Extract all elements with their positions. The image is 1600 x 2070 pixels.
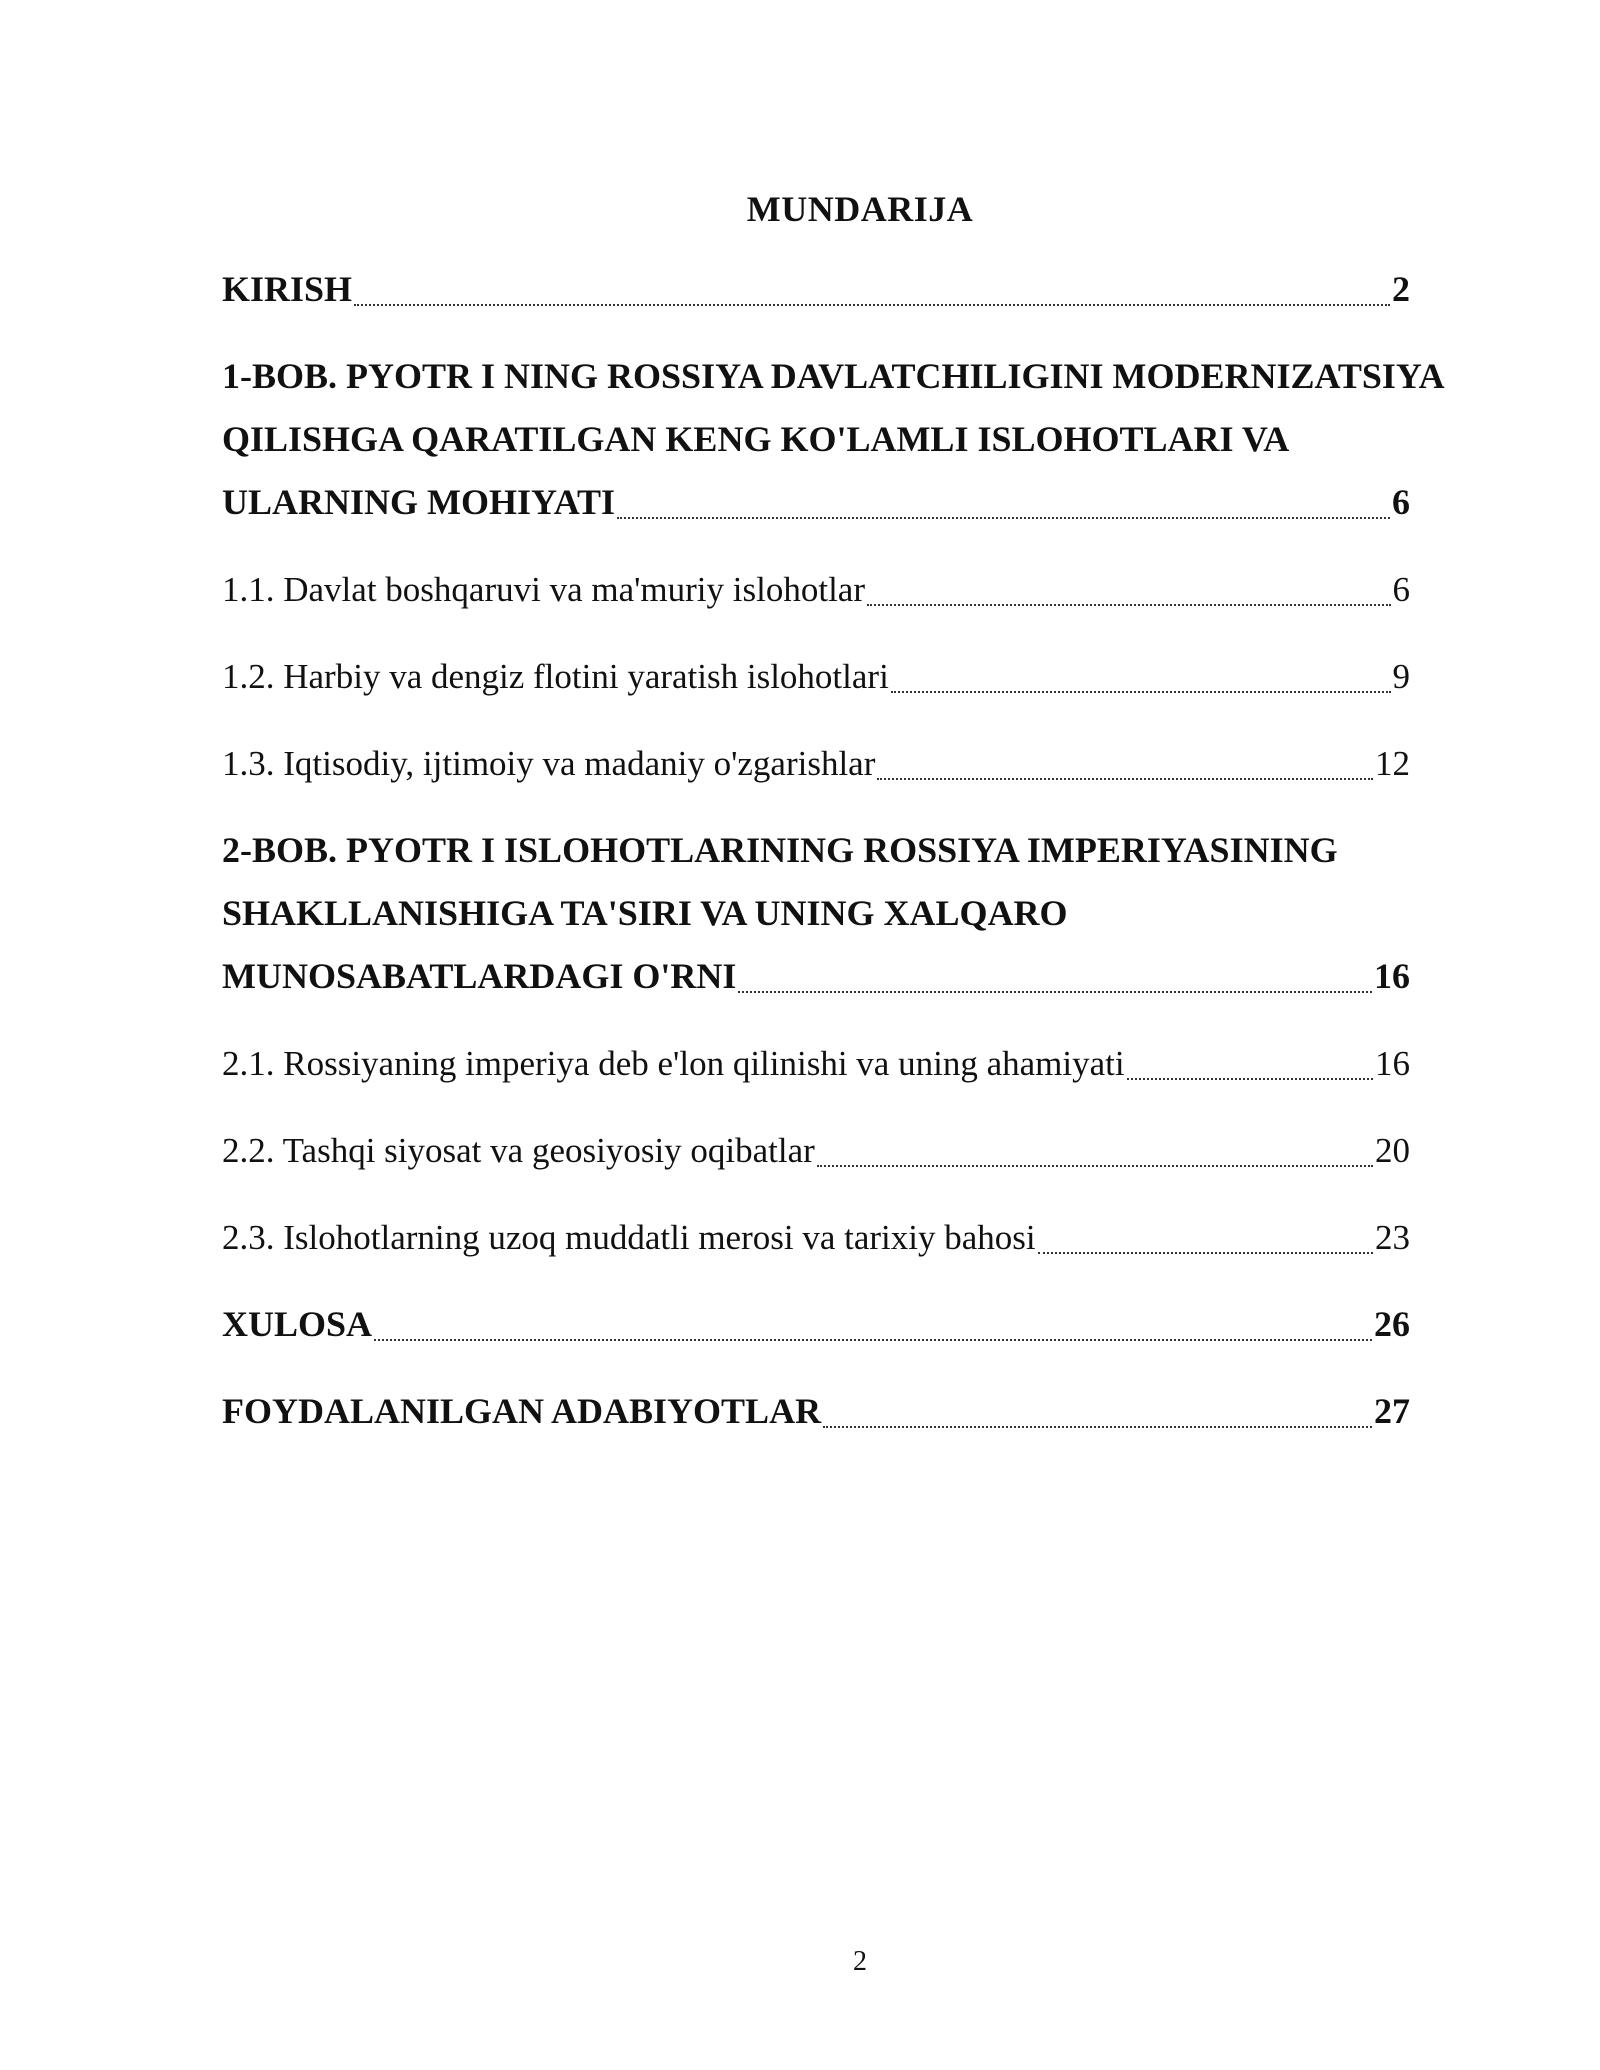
toc-page-ref: 20: [1375, 1131, 1410, 1170]
toc-entry-text: XULOSA: [222, 1304, 373, 1344]
toc-entry-text: 1.1. Davlat boshqaruvi va ma'muriy islohotlar: [222, 570, 865, 609]
page-number: 2: [853, 1946, 867, 1977]
dot-leader: [877, 778, 1373, 780]
toc-chapter-2-last-line: [222, 945, 1410, 1008]
toc-entry-text: ULARNING MOHIYATI: [222, 482, 616, 522]
toc-page-ref: 6: [1392, 482, 1410, 522]
toc-page-ref: 27: [1374, 1391, 1410, 1431]
dot-leader: [1038, 1252, 1373, 1254]
dot-leader: [738, 991, 1372, 993]
toc-chapter-1-last-line: [222, 471, 1410, 534]
dot-leader: [891, 691, 1391, 693]
toc-entry-references[interactable]: [222, 1380, 1410, 1443]
dot-leader: [867, 604, 1391, 606]
toc-chapter-1-line-1: 1-BOB. PYOTR I NING ROSSIYA DAVLATCHILIGINI MODERNIZATSIYA: [222, 356, 1445, 396]
toc-entry-chapter-1[interactable]: [222, 345, 1445, 534]
toc-entry-text: KIRISH: [222, 269, 353, 309]
toc-chapter-2-line-2: SHAKLLANISHIGA TA'SIRI VA UNING XALQARO: [222, 893, 1068, 933]
toc-page-ref: 26: [1374, 1304, 1410, 1344]
toc-chapter-1-line-2: QILISHGA QARATILGAN KENG KO'LAMLI ISLOHOTLARI VA: [222, 419, 1290, 459]
toc-entry-chapter-2[interactable]: [222, 819, 1410, 1008]
dot-leader: [374, 1339, 1372, 1341]
toc-chapter-2-line-1: 2-BOB. PYOTR I ISLOHOTLARINING ROSSIYA IMPERIYASINING: [222, 830, 1338, 870]
toc-entry-intro[interactable]: [222, 258, 1410, 321]
toc-entry-text: 1.3. Iqtisodiy, ijtimoiy va madaniy o'zgarishlar: [222, 744, 876, 783]
toc-entry-section-2-3[interactable]: [222, 1206, 1410, 1269]
toc-page-ref: 16: [1374, 956, 1410, 996]
dot-leader: [817, 1165, 1373, 1167]
toc-entry-section-1-1[interactable]: [222, 558, 1410, 621]
toc-entry-text: 2.3. Islohotlarning uzoq muddatli merosi va tarixiy bahosi: [222, 1218, 1036, 1257]
toc-entry-text: 2.2. Tashqi siyosat va geosiyosiy oqibatlar: [222, 1131, 815, 1170]
toc-entry-text: MUNOSABATLARDAGI O'RNI: [222, 956, 737, 996]
toc-page-ref: 23: [1375, 1218, 1410, 1257]
toc-title: MUNDARIJA: [746, 189, 974, 229]
toc-entry-section-1-3[interactable]: [222, 732, 1410, 795]
dot-leader: [617, 517, 1390, 519]
toc-entry-text: 1.2. Harbiy va dengiz flotini yaratish islohotlari: [222, 657, 889, 696]
toc-page-ref: 6: [1392, 570, 1410, 609]
dot-leader: [823, 1426, 1372, 1428]
toc-entry-conclusion[interactable]: [222, 1293, 1410, 1356]
toc-entry-text: 2.1. Rossiyaning imperiya deb e'lon qilinishi va uning ahamiyati: [222, 1044, 1125, 1083]
table-of-contents: [222, 258, 1445, 1443]
toc-entry-section-1-2[interactable]: [222, 645, 1410, 708]
toc-entry-text: FOYDALANILGAN ADABIYOTLAR: [222, 1391, 822, 1431]
toc-entry-section-2-2[interactable]: [222, 1119, 1410, 1182]
dot-leader: [354, 304, 1390, 306]
toc-page-ref: 16: [1375, 1044, 1410, 1083]
toc-page-ref: 12: [1375, 744, 1410, 783]
toc-page-ref: 2: [1392, 269, 1410, 309]
dot-leader: [1127, 1078, 1373, 1080]
toc-page-ref: 9: [1392, 657, 1410, 696]
toc-entry-section-2-1[interactable]: [222, 1032, 1410, 1095]
